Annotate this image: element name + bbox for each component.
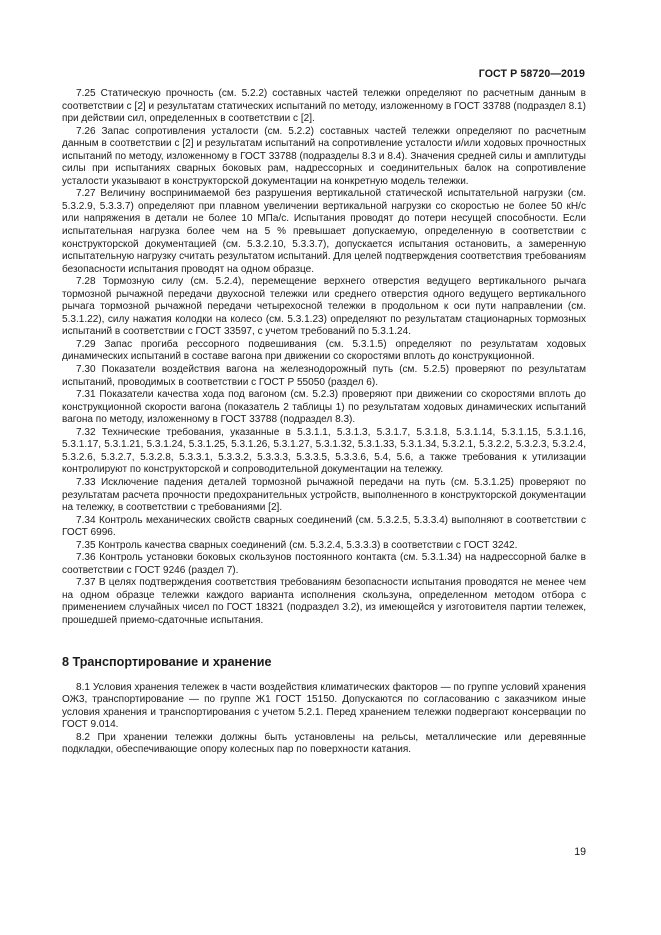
paragraph-7-34: 7.34 Контроль механических свойств сварных соединений (см. 5.3.2.5, 5.3.3.4) выполняют в соответствии с ГОСТ 6996. <box>62 514 586 539</box>
document-header: ГОСТ Р 58720—2019 <box>478 68 585 80</box>
paragraph-7-31: 7.31 Показатели качества хода под вагоном (см. 5.2.3) проверяют при движении со скоростями вплоть до конструкционной скорости вагона (показатель 2 таблицы 1) по результатам ходовых динамических испытаний вагона по методу, изложенному в ГОСТ 33788 (подраздел 8.3). <box>62 389 586 426</box>
page-number: 19 <box>574 846 586 858</box>
paragraph-7-36: 7.36 Контроль установки боковых скользунов постоянного контакта (см. 5.3.1.34) на надрессорной балке в соответствии с ГОСТ 9246 (раздел 7). <box>62 552 586 576</box>
paragraph-7-32: 7.32 Технические требования, указанные в 5.3.1.1, 5.3.1.3, 5.3.1.7, 5.3.1.8, 5.3.1.14, 5.3.1.15, 5.3.1.16, 5.3.1.17, 5.3.1.21, 5.3.1.24, 5.3.1.25, 5.3.1.26, 5.3.1.27, 5.3.1.32, 5.3.1.33, 5.3.1.34, 5.3.2.1, 5.3.2.2, 5.3.2.3, 5.3.2.4, 5.3.2.6, 5.3.2.7, 5.3.2.8, 5.3.3.1, 5.3.3.2, 5.3.3.3, 5.3.3.5, 5.3.3.6, 5.4, 5.6, а также требования к утилизации контролируют по конструкторской и сопроводительной документации на тележку. <box>62 426 586 476</box>
paragraph-7-28: 7.28 Тормозную силу (см. 5.2.4), перемещение верхнего отверстия ведущего вертикального рычага тормозной рычажной передачи двухосной тележки или среднего отверстия одного ведущего вертикального рычага тормозной рычажной передачи четырехосной тележки в продольном к оси пути направлении (см. 5.3.1.22), силу нажатия колодки на колесо (см. 5.3.1.23) определяют по результатам стационарных тормозных испытаний в соответствии с ГОСТ 33597, с учетом требований по 5.3.1.24. <box>62 276 586 338</box>
paragraph-8-1: 8.1 Условия хранения тележек в части воздействия климатических факторов — по группе условий хранения ОЖ3, транспортирование — по группе Ж1 ГОСТ 15150. Допускаются по согласованию с заказчиком иные условия хранения и транспортирования с учетом 5.2.1. Перед хранением тележки подвергают консервации по ГОСТ 9.014. <box>62 681 586 731</box>
paragraph-7-27: 7.27 Величину воспринимаемой без разрушения вертикальной статической испытательной нагрузки (см. 5.3.2.9, 5.3.3.7) определяют при плавном увеличении вертикальной нагрузки со скоростью не более 50 кН/с или напряжения в детали не более 10 МПа/с. Испытания проводят до потери несущей способности. Если испытательная нагрузка более чем на 5 % превышает допускаемую, определенную в соответствии с конструкторской документацией (см. 5.3.2.10, 5.3.3.7), допускается испытания остановить, а замеренную испытательную нагрузку считать результатом испытаний. Для целей подтверждения соответствия требованиям безопасности испытания проводят на одном образце. <box>62 188 586 275</box>
section-8-title: 8 Транспортирование и хранение <box>62 654 272 669</box>
paragraph-7-33: 7.33 Исключение падения деталей тормозной рычажной передачи на путь (см. 5.3.1.25) проверяют по результатам расчета прочности предохранительных устройств, выполненного в конструкторской документации на тележку, в соответствии с требованиями [2]. <box>62 476 586 514</box>
paragraph-8-2: 8.2 При хранении тележки должны быть установлены на рельсы, металлические или деревянные подкладки, обеспечивающие опору колесных пар по поверхности катания. <box>62 731 586 756</box>
paragraph-7-37: 7.37 В целях подтверждения соответствия требованиям безопасности испытания проводятся не менее чем на одном образце тележки каждого варианта исполнения скользуна, определенном методом отбора с применением случайных чисел по ГОСТ 18321 (подраздел 3.2), из имеющейся у изготовителя партии тележек, прошедшей приемо-сдаточные испытания. <box>62 577 586 626</box>
paragraph-7-29: 7.29 Запас прогиба рессорного подвешивания (см. 5.3.1.5) определяют по результатам ходовых динамических испытаний в составе вагона при движении со скоростями вплоть до конструкционной. <box>62 338 586 363</box>
paragraph-7-26: 7.26 Запас сопротивления усталости (см. 5.2.2) составных частей тележки определяют по расчетным данным в соответствии с [2] и результатам испытаний на сопротивление усталости и/или ходовых прочностных испытаний по методу, изложенному в ГОСТ 33788 (подразделы 8.3 и 8.4). Значения средней силы и амплитуды силы при испытаниях сварных боковых рам, надрессорных и соединительных балок на сопротивление усталости указывают в конструкторской документации на конкретную модель тележки. <box>62 125 586 187</box>
paragraph-7-30: 7.30 Показатели воздействия вагона на железнодорожный путь (см. 5.2.5) проверяют по результатам испытаний, проводимых в соответствии с ГОСТ Р 55050 (раздел 6). <box>62 364 586 388</box>
paragraph-7-35: 7.35 Контроль качества сварных соединений (см. 5.3.2.4, 5.3.3.3) в соответствии с ГОСТ 3242. <box>76 539 518 551</box>
paragraph-7-25: 7.25 Статическую прочность (см. 5.2.2) составных частей тележки определяют по расчетным данным в соответствии с [2] и результатам статических испытаний по методу, изложенному в ГОСТ 33788 (подраздел 8.1) при действии сил, определенных в соответствии с [2]. <box>62 88 586 125</box>
page-body <box>62 88 586 757</box>
